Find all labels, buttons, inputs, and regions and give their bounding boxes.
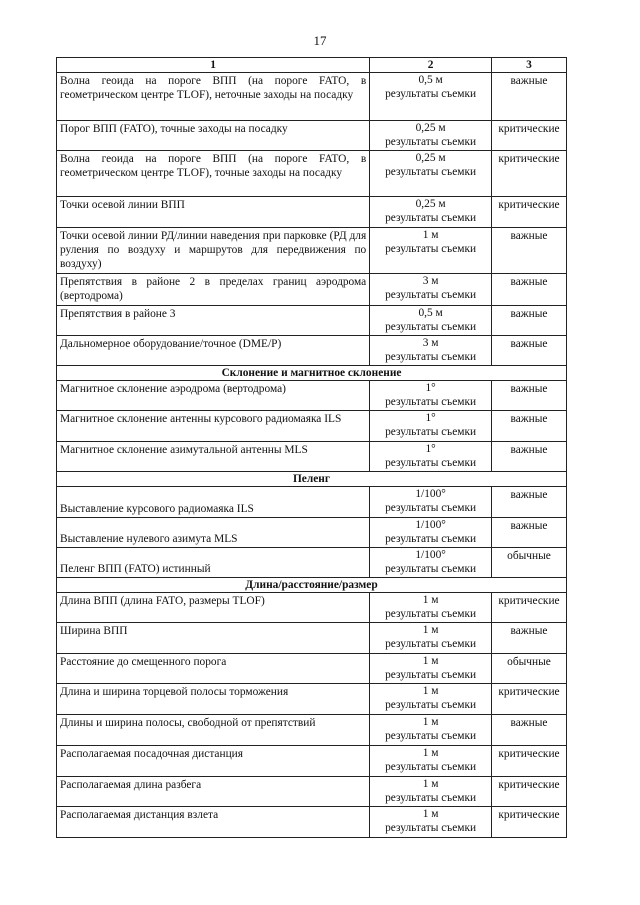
- integrity-class-cell: критические: [492, 197, 567, 228]
- parameter-name-cell: Располагаемая дистанция взлета: [57, 807, 370, 838]
- integrity-class-cell: важные: [492, 623, 567, 654]
- accuracy-cell: [370, 487, 492, 518]
- data-requirements-table: [56, 57, 567, 838]
- parameter-name-cell: Препятствия в районе 3: [57, 306, 370, 336]
- data-source: результаты съемки: [385, 243, 477, 255]
- parameter-name-cell: Располагаемая посадочная дистанция: [57, 746, 370, 777]
- accuracy-cell: [370, 746, 492, 777]
- table-row: [57, 306, 567, 336]
- table-row: [57, 487, 567, 518]
- accuracy-cell: [370, 654, 492, 684]
- table-row: [57, 777, 567, 807]
- parameter-name-cell: Волна геоида на пороге ВПП (на пороге FATO, в геометрическом центре TLOF), неточные заходы на посадку: [57, 73, 370, 121]
- accuracy-cell: [370, 197, 492, 228]
- table-row: [57, 623, 567, 654]
- accuracy-value: 1 м: [422, 716, 439, 728]
- table-row: [57, 746, 567, 777]
- data-source: результаты съемки: [385, 761, 477, 773]
- data-source: результаты съемки: [385, 669, 477, 681]
- table-row: [57, 518, 567, 548]
- integrity-class-cell: важные: [492, 228, 567, 274]
- parameter-name-cell: Выставление курсового радиомаяка ILS: [57, 487, 370, 518]
- table-row: [57, 274, 567, 306]
- accuracy-value: 0,25 м: [415, 122, 446, 134]
- table-row: [57, 381, 567, 411]
- accuracy-cell: [370, 623, 492, 654]
- section-title: Склонение и магнитное склонение: [57, 366, 567, 381]
- integrity-class-cell: важные: [492, 518, 567, 548]
- parameter-name-cell: Волна геоида на пороге ВПП (на пороге FATO, в геометрическом центре TLOF), точные заходы на посадку: [57, 151, 370, 197]
- data-source: результаты съемки: [385, 136, 477, 148]
- data-source: результаты съемки: [385, 638, 477, 650]
- accuracy-value: 1/100°: [415, 549, 446, 561]
- data-source: результаты съемки: [385, 426, 477, 438]
- accuracy-cell: [370, 381, 492, 411]
- parameter-name-cell: Расстояние до смещенного порога: [57, 654, 370, 684]
- accuracy-value: 0,5 м: [418, 307, 443, 319]
- table-row: [57, 228, 567, 274]
- accuracy-value: 1 м: [422, 655, 439, 667]
- accuracy-cell: [370, 593, 492, 623]
- accuracy-value: 1 м: [422, 747, 439, 759]
- parameter-name-cell: Магнитное склонение азимутальной антенны MLS: [57, 442, 370, 472]
- parameter-name-cell: Длина и ширина торцевой полосы торможения: [57, 684, 370, 715]
- accuracy-cell: [370, 228, 492, 274]
- data-source: результаты съемки: [385, 608, 477, 620]
- data-source: результаты съемки: [385, 730, 477, 742]
- integrity-class-cell: важные: [492, 715, 567, 746]
- accuracy-value: 1°: [425, 412, 436, 424]
- accuracy-value: 1°: [425, 443, 436, 455]
- parameter-name-cell: Длины и ширина полосы, свободной от препятствий: [57, 715, 370, 746]
- table-row: [57, 411, 567, 442]
- accuracy-value: 1 м: [422, 594, 439, 606]
- column-header-1: 1: [57, 58, 370, 73]
- section-header-row: [57, 472, 567, 487]
- accuracy-cell: [370, 715, 492, 746]
- parameter-name-cell: Препятствия в районе 2 в пределах границ аэродрома (вертодрома): [57, 274, 370, 306]
- accuracy-value: 0,25 м: [415, 198, 446, 210]
- table-row: [57, 807, 567, 838]
- accuracy-value: 3 м: [422, 275, 439, 287]
- accuracy-cell: [370, 336, 492, 366]
- accuracy-cell: [370, 121, 492, 151]
- parameter-name-cell: Порог ВПП (FATO), точные заходы на посадку: [57, 121, 370, 151]
- accuracy-cell: [370, 548, 492, 578]
- table-row: [57, 121, 567, 151]
- accuracy-value: 1/100°: [415, 519, 446, 531]
- data-source: результаты съемки: [385, 396, 477, 408]
- accuracy-cell: [370, 151, 492, 197]
- integrity-class-cell: важные: [492, 487, 567, 518]
- accuracy-value: 0,25 м: [415, 152, 446, 164]
- table-row: [57, 593, 567, 623]
- integrity-class-cell: критические: [492, 746, 567, 777]
- accuracy-value: 1 м: [422, 685, 439, 697]
- accuracy-value: 1°: [425, 382, 436, 394]
- accuracy-cell: [370, 442, 492, 472]
- accuracy-cell: [370, 274, 492, 306]
- parameter-name-cell: Выставление нулевого азимута MLS: [57, 518, 370, 548]
- table-row: [57, 197, 567, 228]
- table-row: [57, 684, 567, 715]
- accuracy-cell: [370, 807, 492, 838]
- data-source: результаты съемки: [385, 321, 477, 333]
- integrity-class-cell: критические: [492, 121, 567, 151]
- parameter-name-cell: Магнитное склонение аэродрома (вертодрома): [57, 381, 370, 411]
- accuracy-cell: [370, 518, 492, 548]
- data-source: результаты съемки: [385, 88, 477, 100]
- parameter-name-cell: Длина ВПП (длина FATO, размеры TLOF): [57, 593, 370, 623]
- data-source: результаты съемки: [385, 289, 477, 301]
- data-source: результаты съемки: [385, 351, 477, 363]
- column-header-2: 2: [370, 58, 492, 73]
- data-source: результаты съемки: [385, 822, 477, 834]
- accuracy-value: 0,5 м: [418, 74, 443, 86]
- parameter-name-cell: Магнитное склонение антенны курсового радиомаяка ILS: [57, 411, 370, 442]
- table-header-row: [57, 58, 567, 73]
- accuracy-cell: [370, 306, 492, 336]
- integrity-class-cell: критические: [492, 777, 567, 807]
- parameter-name-cell: Дальномерное оборудование/точное (DME/P): [57, 336, 370, 366]
- integrity-class-cell: обычные: [492, 548, 567, 578]
- section-title: Пеленг: [57, 472, 567, 487]
- table-row: [57, 442, 567, 472]
- accuracy-value: 3 м: [422, 337, 439, 349]
- parameter-name-cell: Точки осевой линии ВПП: [57, 197, 370, 228]
- data-source: результаты съемки: [385, 166, 477, 178]
- integrity-class-cell: критические: [492, 151, 567, 197]
- section-title: Длина/расстояние/размер: [57, 578, 567, 593]
- integrity-class-cell: важные: [492, 336, 567, 366]
- section-header-row: [57, 366, 567, 381]
- column-header-3: 3: [492, 58, 567, 73]
- accuracy-value: 1 м: [422, 778, 439, 790]
- page-number: 17: [313, 33, 327, 48]
- data-source: результаты съемки: [385, 533, 477, 545]
- table-row: [57, 654, 567, 684]
- data-source: результаты съемки: [385, 699, 477, 711]
- integrity-class-cell: важные: [492, 73, 567, 121]
- integrity-class-cell: важные: [492, 442, 567, 472]
- integrity-class-cell: важные: [492, 381, 567, 411]
- accuracy-value: 1 м: [422, 624, 439, 636]
- table-row: [57, 73, 567, 121]
- accuracy-cell: [370, 777, 492, 807]
- parameter-name-cell: Ширина ВПП: [57, 623, 370, 654]
- data-source: результаты съемки: [385, 457, 477, 469]
- accuracy-cell: [370, 411, 492, 442]
- accuracy-value: 1 м: [422, 229, 439, 241]
- accuracy-value: 1/100°: [415, 488, 446, 500]
- accuracy-cell: [370, 684, 492, 715]
- section-header-row: [57, 578, 567, 593]
- integrity-class-cell: критические: [492, 807, 567, 838]
- integrity-class-cell: важные: [492, 411, 567, 442]
- accuracy-value: 1 м: [422, 808, 439, 820]
- integrity-class-cell: важные: [492, 306, 567, 336]
- parameter-name-cell: Пеленг ВПП (FATO) истинный: [57, 548, 370, 578]
- integrity-class-cell: обычные: [492, 654, 567, 684]
- data-source: результаты съемки: [385, 502, 477, 514]
- integrity-class-cell: важные: [492, 274, 567, 306]
- table-row: [57, 548, 567, 578]
- data-source: результаты съемки: [385, 792, 477, 804]
- table-row: [57, 336, 567, 366]
- accuracy-cell: [370, 73, 492, 121]
- integrity-class-cell: критические: [492, 593, 567, 623]
- table-row: [57, 715, 567, 746]
- table-row: [57, 151, 567, 197]
- data-source: результаты съемки: [385, 563, 477, 575]
- integrity-class-cell: критические: [492, 684, 567, 715]
- data-source: результаты съемки: [385, 212, 477, 224]
- parameter-name-cell: Располагаемая длина разбега: [57, 777, 370, 807]
- parameter-name-cell: Точки осевой линии РД/линии наведения при парковке (РД для руления по воздуху и маршрутов для передвижения по воздуху): [57, 228, 370, 274]
